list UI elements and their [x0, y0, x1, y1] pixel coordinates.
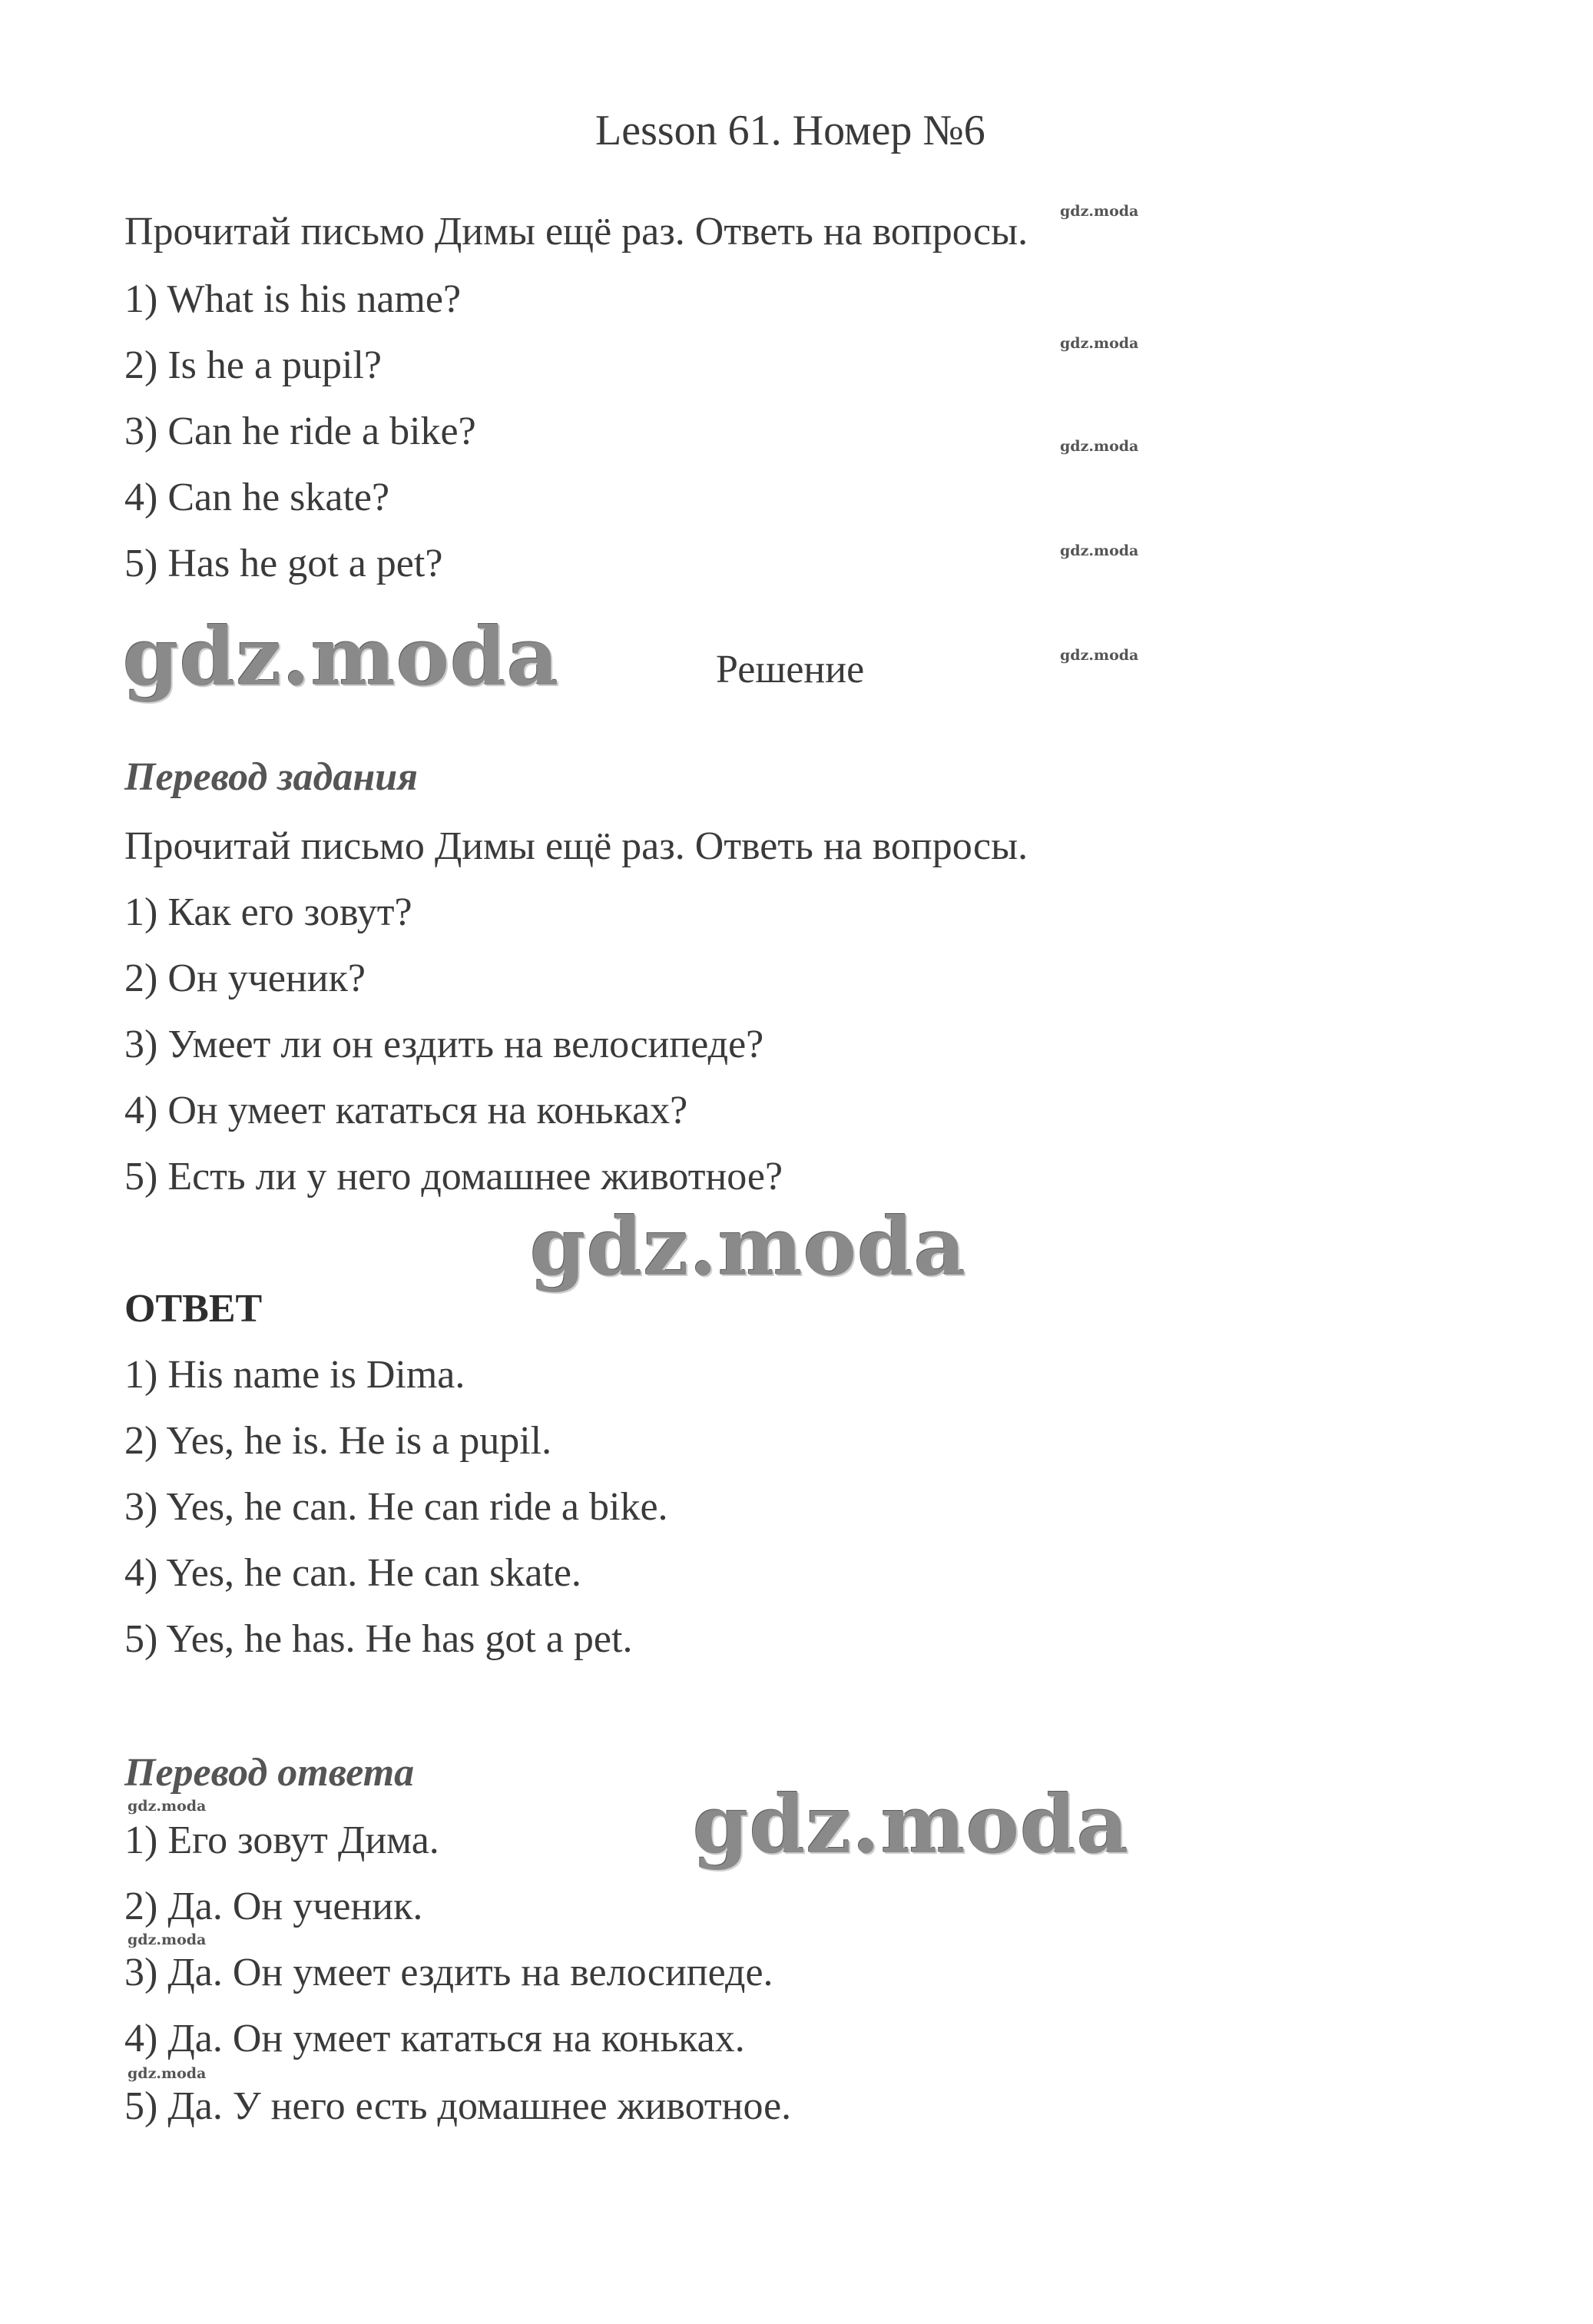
question-2: 2) Is he a pupil? — [124, 343, 383, 387]
answer-translation-line-3: 3) Да. Он умеет ездить на велосипеде. — [124, 1951, 773, 1994]
translation-instruction: Прочитай письмо Димы ещё раз. Ответь на вопросы. — [124, 824, 1028, 868]
answer-line-2: 2) Yes, he is. He is a pupil. — [124, 1419, 552, 1463]
translation-question-1: 1) Как его зовут? — [124, 890, 412, 934]
question-3: 3) Can he ride a bike? — [124, 409, 476, 453]
answer-heading: ОТВЕТ — [124, 1287, 263, 1331]
answer-translation-heading: Перевод ответа — [124, 1751, 415, 1795]
watermark-small: gdz.moda — [1060, 438, 1139, 455]
answer-translation-line-5: 5) Да. У него есть домашнее животное. — [124, 2084, 792, 2128]
watermark-logo: gdz.moda — [123, 609, 560, 704]
task-instruction: Прочитай письмо Димы ещё раз. Ответь на вопросы. — [124, 210, 1028, 254]
answer-line-3: 3) Yes, he can. He can ride a bike. — [124, 1485, 668, 1529]
watermark-logo: gdz.moda — [530, 1199, 967, 1294]
watermark-small: gdz.moda — [1060, 203, 1139, 220]
solution-label: Решение — [716, 648, 865, 691]
watermark-small: gdz.moda — [1060, 647, 1139, 664]
translation-question-3: 3) Умеет ли он ездить на велосипеде? — [124, 1023, 764, 1066]
watermark-small: gdz.moda — [128, 1931, 207, 1948]
watermark-small: gdz.moda — [1060, 335, 1139, 352]
watermark-small: gdz.moda — [128, 1798, 207, 1815]
question-4: 4) Can he skate? — [124, 476, 390, 519]
answer-translation-line-4: 4) Да. Он умеет кататься на коньках. — [124, 2017, 745, 2060]
answer-line-4: 4) Yes, he can. He can skate. — [124, 1551, 581, 1595]
watermark-small: gdz.moda — [1060, 542, 1139, 559]
question-1: 1) What is his name? — [124, 277, 462, 321]
watermark-logo: gdz.moda — [693, 1777, 1130, 1871]
task-translation-heading: Перевод задания — [124, 755, 418, 799]
answer-translation-line-1: 1) Его зовут Дима. — [124, 1818, 439, 1862]
page-title: Lesson 61. Номер №6 — [595, 107, 985, 154]
translation-question-4: 4) Он умеет кататься на коньках? — [124, 1089, 688, 1132]
watermark-small: gdz.moda — [128, 2065, 207, 2082]
answer-line-1: 1) His name is Dima. — [124, 1353, 465, 1397]
translation-question-2: 2) Он ученик? — [124, 956, 366, 1000]
answer-translation-line-2: 2) Да. Он ученик. — [124, 1885, 423, 1928]
answer-line-5: 5) Yes, he has. He has got a pet. — [124, 1617, 633, 1661]
translation-question-5: 5) Есть ли у него домашнее животное? — [124, 1155, 783, 1198]
question-5: 5) Has he got a pet? — [124, 542, 443, 585]
